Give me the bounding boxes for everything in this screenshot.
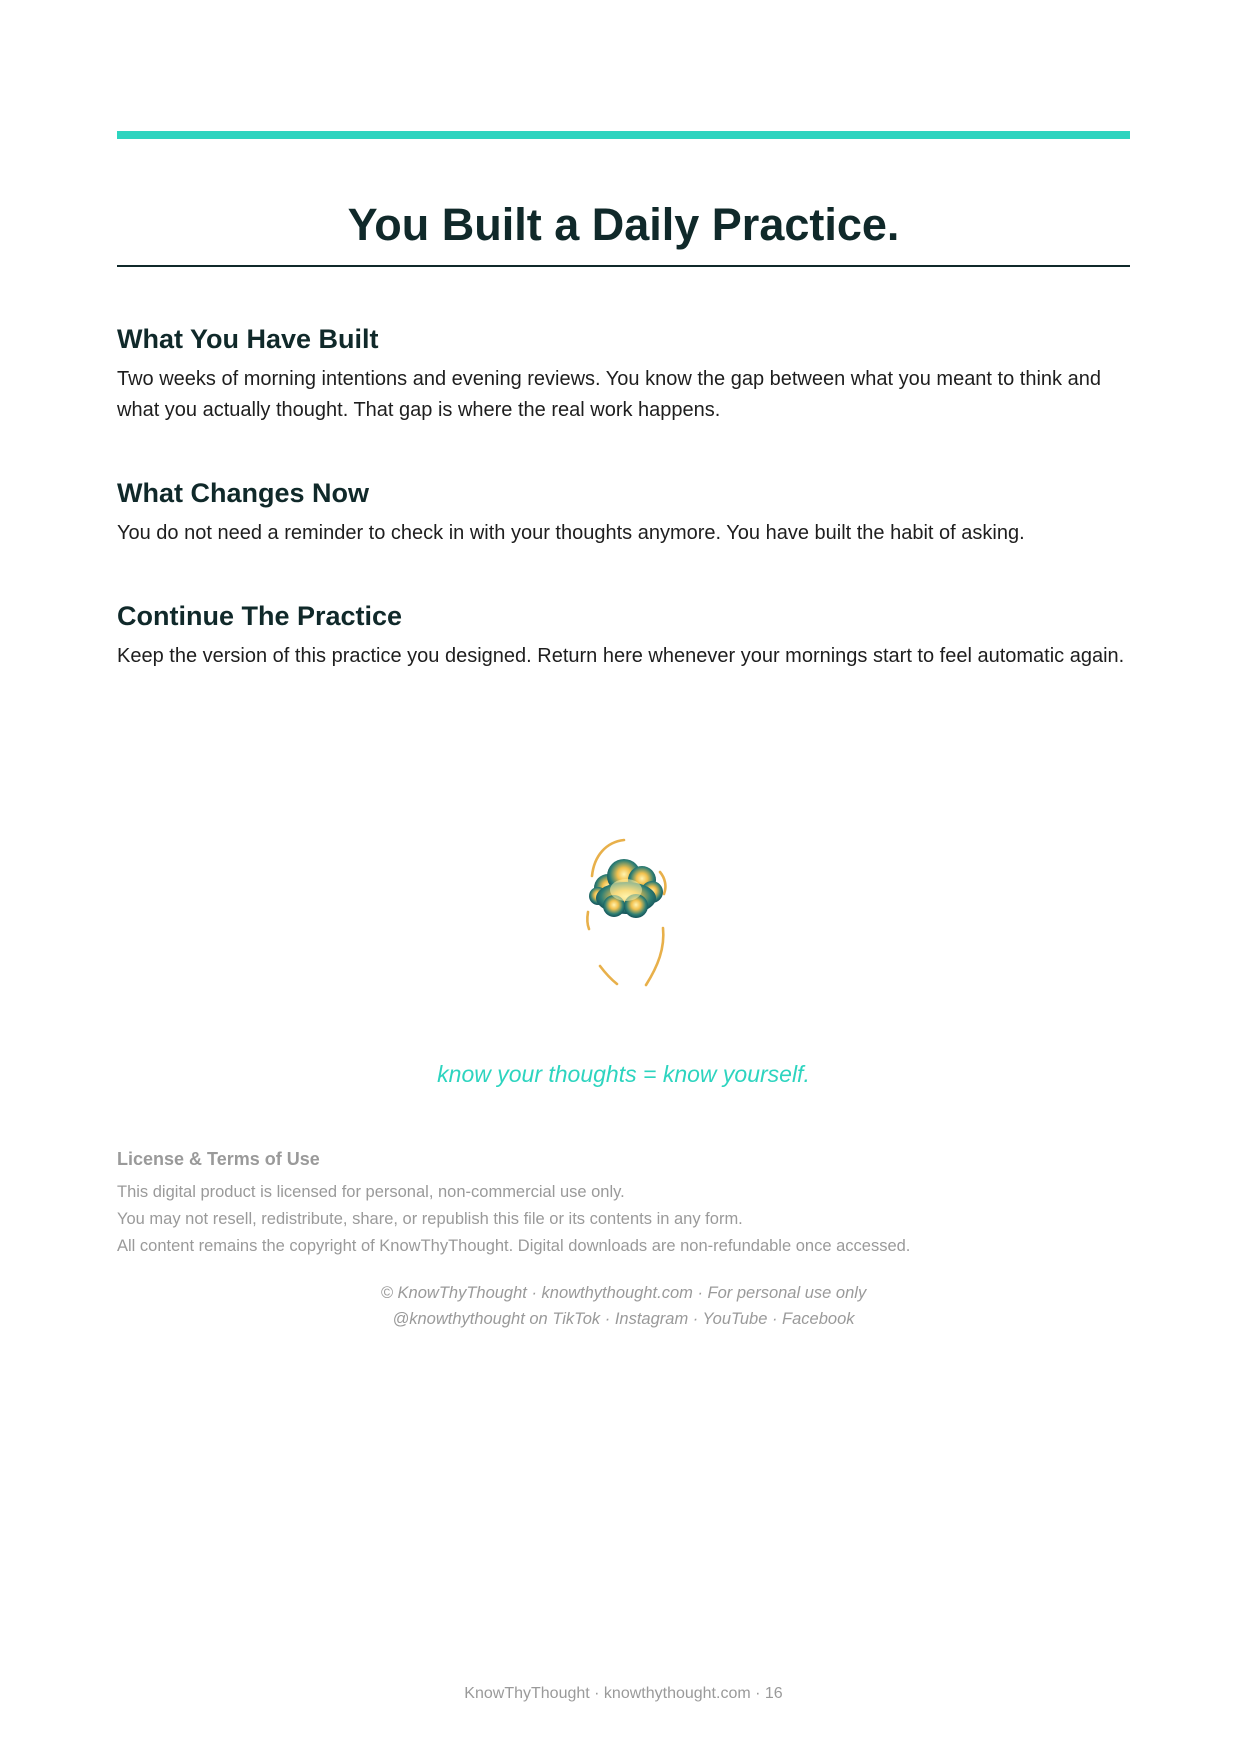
section-what-you-have-built [117,322,1130,426]
section-heading: What You Have Built [117,324,379,354]
license-block [117,1147,1130,1260]
tagline: know your thoughts = know yourself. [437,1061,810,1087]
section-what-changes-now [117,476,1130,549]
section-heading: What Changes Now [117,478,370,508]
section-heading: Continue The Practice [117,601,403,631]
section-continue-the-practice [117,599,1130,672]
section-body: You do not need a reminder to check in with your thoughts anymore. You have built the habit of asking. [117,522,1025,544]
page [117,0,1130,1754]
page-footer: KnowThyThought · knowthythought.com · 16 [464,1685,783,1702]
license-line: All content remains the copyright of KnowThyThought. Digital downloads are non-refundable once accessed. [117,1237,911,1255]
license-line: This digital product is licensed for personal, non-commercial use only. [117,1183,625,1201]
social-line: @knowthythought on TikTok · Instagram · YouTube · Facebook [392,1310,855,1328]
credits-block [117,1280,1130,1332]
page-title: You Built a Daily Practice. [347,199,900,250]
head-with-glowing-cloud-icon [572,832,682,1002]
top-accent-rule [117,131,1130,139]
title-divider [117,265,1130,267]
copyright-line: © KnowThyThought · knowthythought.com · For personal use only [380,1284,867,1302]
license-heading: License & Terms of Use [117,1149,320,1169]
license-line: You may not resell, redistribute, share, or republish this file or its contents in any form. [117,1210,743,1228]
section-body: Two weeks of morning intentions and evening reviews. You know the gap between what you meant to think and what you actually thought. That gap is where the real work happens. [117,368,1101,421]
section-body: Keep the version of this practice you designed. Return here whenever your mornings start to feel automatic again. [117,645,1125,667]
